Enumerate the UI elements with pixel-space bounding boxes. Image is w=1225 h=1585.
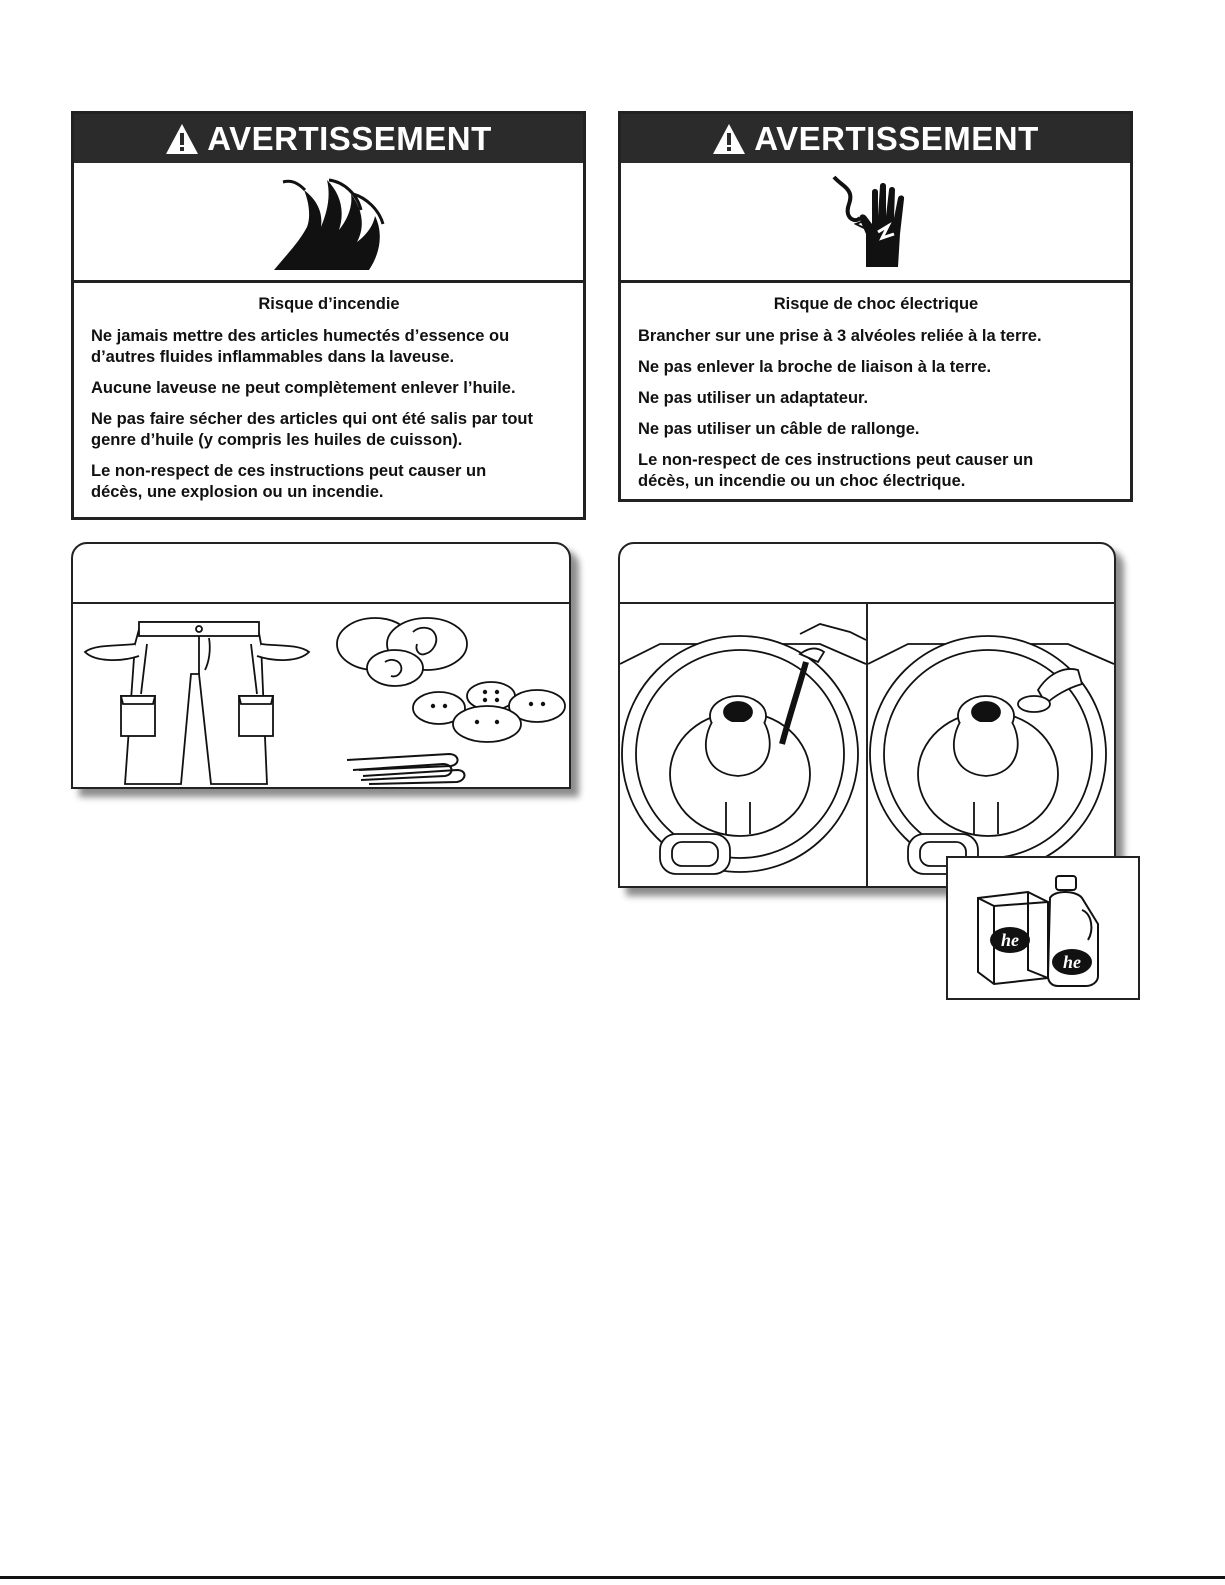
warning-line: Ne pas faire sécher des articles qui ont été salis par tout genre d’huile (y compris les huiles de cuisson). (91, 410, 533, 449)
warning-title: Risque de choc électrique (773, 295, 979, 313)
warning-line: Ne pas utiliser un câble de rallonge. (638, 420, 920, 438)
warning-icon-area (621, 163, 1130, 283)
warning-icon-area (74, 163, 583, 283)
warning-header-text: AVERTISSEMENT (754, 119, 1039, 157)
warning-line: Ne jamais mettre des articles humectés d’essence ou d’autres fluides inflammables dans la laveuse. (91, 327, 510, 366)
he-logo-text: he (1063, 952, 1081, 972)
washer-pour-liquid-detergent-icon (620, 604, 866, 886)
empty-pockets-panel (71, 542, 571, 789)
warning-box-fire (71, 111, 586, 520)
warning-header (621, 114, 1130, 163)
fire-icon (269, 172, 389, 272)
he-detergent-inset (946, 856, 1140, 1000)
warning-title: Risque d’incendie (258, 295, 400, 313)
pants-empty-pockets-icon (81, 604, 311, 789)
washer-add-powder-detergent-icon (868, 604, 1114, 886)
warning-line: Ne pas enlever la broche de liaison à la terre. (638, 358, 992, 376)
warning-header-text: AVERTISSEMENT (207, 119, 492, 157)
warning-header (74, 114, 583, 163)
warning-box-electric (618, 111, 1133, 502)
detergent-panel (618, 542, 1116, 888)
warning-triangle-icon (712, 123, 746, 155)
warning-triangle-icon (165, 123, 199, 155)
he-detergent-icon (948, 858, 1138, 998)
warning-line: Ne pas utiliser un adaptateur. (638, 389, 869, 407)
page-bottom-rule (0, 1576, 1225, 1579)
panel-header (73, 544, 569, 604)
warning-line: Brancher sur une prise à 3 alvéoles reliée à la terre. (638, 327, 1042, 345)
warning-text (621, 283, 1130, 492)
warning-line: Aucune laveuse ne peut complètement enlever l’huile. (91, 379, 516, 397)
warning-line: Le non-respect de ces instructions peut causer un décès, un incendie ou un choc électrique. (638, 451, 1034, 490)
warning-text (74, 283, 583, 503)
buttons-icon (411, 678, 571, 748)
electric-shock-hand-icon (826, 172, 926, 272)
he-logo-text: he (1001, 930, 1019, 950)
panel-header (620, 544, 1114, 604)
warning-line: Le non-respect de ces instructions peut causer un décès, une explosion ou un incendie. (91, 462, 487, 501)
safety-pins-icon (339, 746, 469, 786)
